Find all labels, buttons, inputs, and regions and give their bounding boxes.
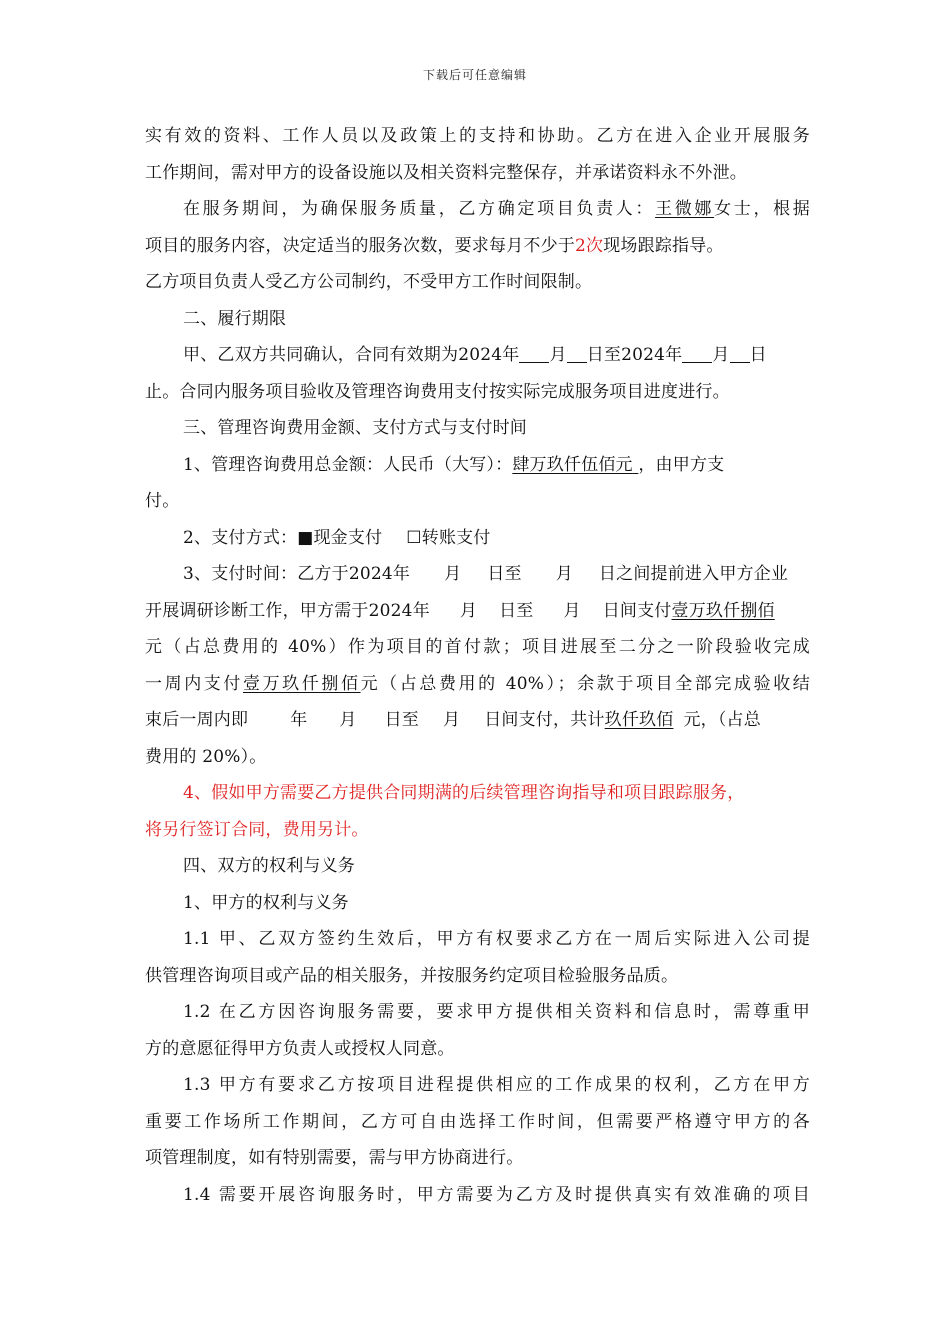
paragraph-line: 将另行签订合同，费用另计。 (145, 819, 369, 840)
second-payment-amount: 壹万玖仟捌佰 (242, 673, 361, 694)
page-header: 下载后可任意编辑 (422, 68, 527, 82)
text-span: 月 (563, 600, 581, 621)
year: 2024 (368, 600, 413, 621)
blank-line (730, 344, 750, 363)
paragraph-line: 重要工作场所工作期间，乙方可自由选择工作时间，但需要严格遵守甲方的各 (145, 1111, 810, 1132)
year: 2024 (621, 345, 666, 365)
text-span: 甲、乙双方共同确认，合同有效期为 (183, 345, 459, 365)
paragraph-line: 供管理咨询项目或产品的相关服务，并按服务约定项目检验服务品质。 (145, 965, 679, 986)
text-span: 日至 (586, 345, 622, 365)
first-payment-amount: 壹万玖仟捌佰 (671, 600, 775, 621)
paragraph-line: 付。 (145, 491, 180, 511)
paragraph-line: 工作期间，需对甲方的设备设施以及相关资料完整保存，并承诺资料永不外泄。 (145, 162, 747, 183)
text-span: 1、管理咨询费用总金额：人民币（大写）： (183, 454, 513, 475)
section-heading: 三、管理咨询费用金额、支付方式与支付时间 (183, 418, 527, 438)
paragraph-line: 元（占总费用的 40%）作为项目的首付款；项目进展至二分之一阶段验收完成 (145, 637, 810, 657)
text-span: 一周内支付 (145, 673, 243, 694)
text-span: 月 (555, 564, 573, 584)
text-span: 年 (392, 564, 411, 584)
text-span: 日至 (499, 600, 534, 621)
text-span: 女士，根据 (714, 199, 810, 219)
text-span: 日之间提前进入甲方企业 (598, 564, 789, 584)
blank-line (519, 344, 549, 363)
text-span: 元，（占总 (683, 710, 761, 730)
year: 2024 (348, 564, 393, 584)
text-span: 3、支付时间：乙方于 (183, 564, 349, 584)
text-span: 月 (459, 600, 478, 621)
paragraph-line (145, 191, 810, 228)
text-span: 束后一周内即 (145, 710, 249, 730)
text-span: ，由甲方支 (638, 454, 725, 475)
blank-line (567, 344, 587, 363)
section-heading: 二、履行期限 (183, 308, 287, 329)
text-span: 年 (290, 710, 308, 730)
paragraph-line (145, 520, 810, 557)
text-span: 年 (412, 600, 430, 621)
project-lead-name: 王微娜 (655, 199, 715, 219)
paragraph-line: 方的意愿征得甲方负责人或授权人同意。 (145, 1038, 455, 1059)
subsection-heading: 1、甲方的权利与义务 (183, 892, 349, 913)
document-body (145, 118, 810, 1213)
text-span: 日 (749, 345, 767, 365)
text-span: 月 (339, 710, 357, 730)
year: 2024 (458, 345, 503, 365)
paragraph-line (145, 702, 810, 739)
text-span: 开展调研诊断工作，甲方需于 (145, 600, 369, 621)
payment-option-cash: 现金支付 (313, 527, 383, 548)
payment-option-transfer: 转账支付 (421, 527, 491, 548)
paragraph-line: 止。合同内服务项目验收及管理咨询费用支付按实际完成服务项目进度进行。 (145, 381, 730, 402)
text-span: 年 (502, 345, 520, 365)
text-span: 项目的服务内容，决定适当的服务次数，要求每月不少于 (145, 235, 575, 256)
text-span: 现场跟踪指导。 (603, 235, 724, 256)
paragraph-line: 项管理制度，如有特别需要，需与甲方协商进行。 (145, 1148, 524, 1168)
total-amount: 肆万玖仟伍佰元 (512, 454, 633, 475)
paragraph-line: 1.3 甲方有要求乙方按项目进程提供相应的工作成果的权利，乙方在甲方 (183, 1075, 810, 1095)
paragraph-line: 实有效的资料、工作人员以及政策上的支持和协助。乙方在进入企业开展服务 (145, 126, 810, 146)
paragraph-line (145, 337, 810, 374)
paragraph-line (145, 556, 810, 593)
text-span: 月 (444, 564, 462, 584)
text-span: 年 (665, 345, 683, 365)
paragraph-line (145, 228, 810, 265)
text-span: 日至 (384, 710, 420, 730)
paragraph-line: 4、假如甲方需要乙方提供合同期满的后续管理咨询指导和项目跟踪服务， (183, 783, 745, 803)
paragraph-line (145, 666, 810, 703)
text-span: 月 (443, 710, 461, 730)
checked-box-icon: ■ (297, 527, 314, 548)
text-span: 日间支付 (602, 600, 672, 621)
visit-count: 2次 (575, 235, 604, 256)
text-span: 2、支付方式： (183, 527, 298, 548)
text-span: 月 (712, 345, 730, 365)
paragraph-line: 费用的 20%）。 (145, 746, 267, 767)
paragraph-line: 1.1 甲、乙双方签约生效后，甲方有权要求乙方在一周后实际进入公司提 (183, 929, 810, 949)
text-span: 日至 (487, 564, 522, 584)
text-span: 月 (549, 345, 567, 365)
text-span: 在服务期间，为确保服务质量，乙方确定项目负责人： (183, 199, 656, 219)
paragraph-line (145, 447, 810, 484)
paragraph-line (145, 593, 810, 630)
section-heading: 四、双方的权利与义务 (183, 856, 355, 876)
text-span: 元（占总费用的 40%）；余款于项目全部完成验收结 (360, 673, 810, 694)
paragraph-line: 1.4 需要开展咨询服务时，甲方需要为乙方及时提供真实有效准确的项目 (183, 1184, 810, 1205)
paragraph-line: 乙方项目负责人受乙方公司制约，不受甲方工作时间限制。 (145, 272, 593, 292)
text-span: 日间支付，共计 (484, 710, 605, 730)
blank-line (682, 344, 712, 363)
paragraph-line: 1.2 在乙方因咨询服务需要，要求甲方提供相关资料和信息时，需尊重甲 (183, 1002, 810, 1022)
final-payment-amount: 玖仟玖佰 (604, 710, 674, 730)
unchecked-box-icon: ☐ (406, 527, 422, 548)
